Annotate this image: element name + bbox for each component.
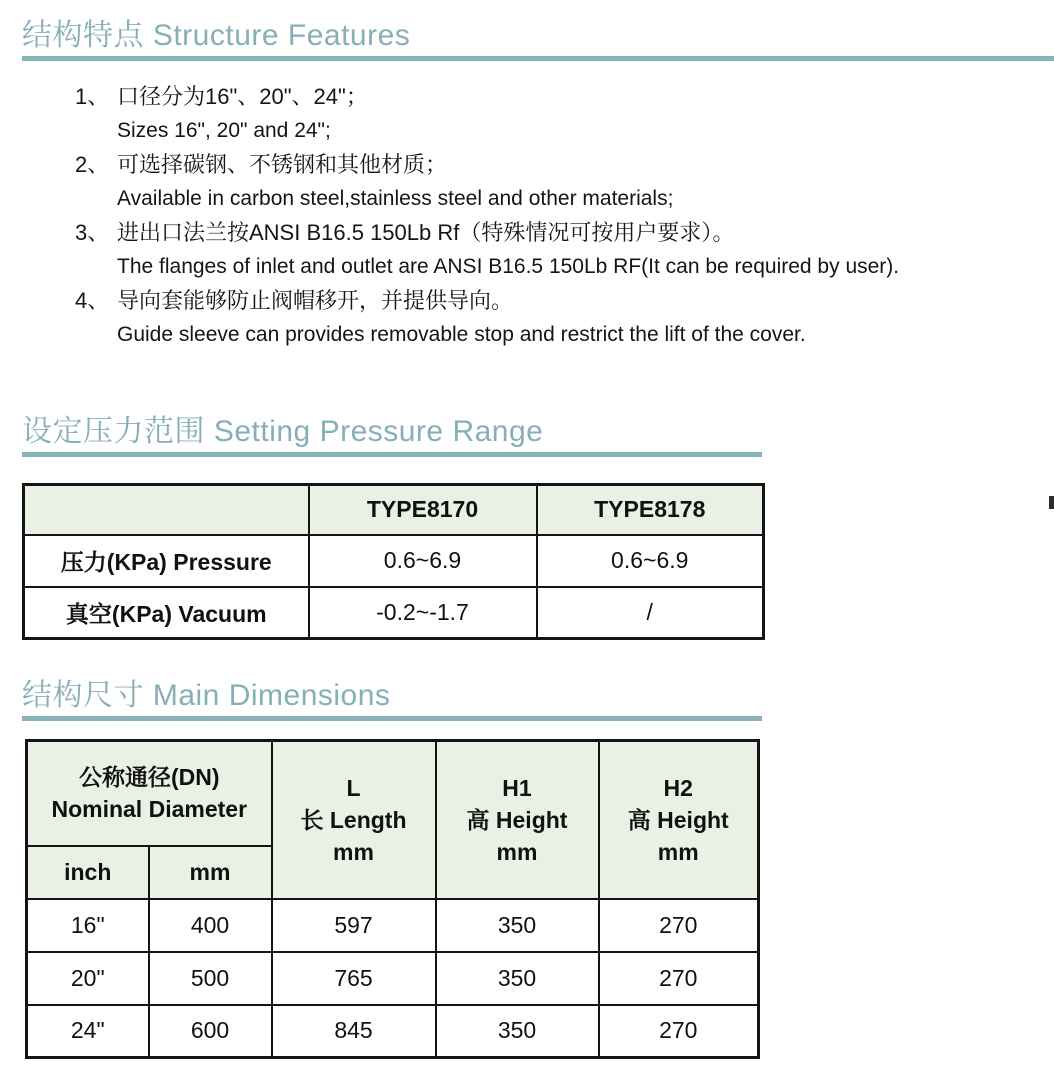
feature-text-zh: 可选择碳钢、不锈钢和其他材质； <box>117 152 448 177</box>
length-value: 597 <box>272 899 436 952</box>
mm-subheader-cell: mm <box>149 846 272 899</box>
dn-inch-value: 20" <box>27 952 149 1005</box>
section-title-setting-pressure-range: 设定压力范围 Setting Pressure Range <box>22 415 544 448</box>
feature-text <box>117 216 899 284</box>
pressure-header-empty-cell <box>24 485 309 535</box>
pressure-header-type8170: TYPE8170 <box>309 485 537 535</box>
section-title-structure-features: 结构特点 Structure Features <box>22 19 411 52</box>
feature-number: 4、 <box>75 288 110 313</box>
feature-text-zh: 进出口法兰按ANSI B16.5 150Lb Rf（特殊情况可按用户要求）。 <box>117 220 735 245</box>
feature-text-en: Available in carbon steel,stainless steel and other materials; <box>117 187 674 210</box>
dn-header-cell <box>27 741 272 846</box>
pressure-type8170-value: 0.6~6.9 <box>309 535 537 587</box>
section-title-main-dimensions: 结构尺寸 Main Dimensions <box>22 679 391 712</box>
height1-header-unit: mm <box>496 838 538 865</box>
dn-header-zh: 公称通径(DN) <box>78 764 220 791</box>
length-header-cell <box>272 741 436 899</box>
length-header-label: 长 Length <box>300 806 407 833</box>
vacuum-type8170-value: -0.2~-1.7 <box>309 587 537 639</box>
pressure-table-header-row <box>24 485 764 535</box>
table-row-vacuum <box>24 587 764 639</box>
height1-value: 350 <box>436 899 599 952</box>
title-underline-main-dimensions <box>22 716 762 721</box>
height2-value: 270 <box>599 1005 759 1058</box>
dimensions-header-row-1 <box>27 741 759 846</box>
inch-subheader-cell: inch <box>27 846 149 899</box>
dn-mm-value: 500 <box>149 952 272 1005</box>
height1-header-label: 高 Height <box>466 806 568 833</box>
height1-value: 350 <box>436 952 599 1005</box>
feature-text <box>117 284 806 352</box>
pressure-range-table <box>22 483 765 640</box>
feature-text-en: Guide sleeve can provides removable stop and restrict the lift of the cover. <box>117 323 806 346</box>
height1-value: 350 <box>436 1005 599 1058</box>
table-row-dn20 <box>27 952 759 1005</box>
feature-text-zh: 口径分为16"、20"、24"； <box>117 84 368 109</box>
feature-item-2 <box>75 148 899 216</box>
vacuum-type8178-value: / <box>537 587 764 639</box>
feature-list <box>75 80 899 352</box>
table-row-dn16 <box>27 899 759 952</box>
length-value: 765 <box>272 952 436 1005</box>
table-row-dn24 <box>27 1005 759 1058</box>
length-header-symbol: L <box>346 774 361 801</box>
main-dimensions-table <box>25 739 760 1059</box>
pressure-header-type8178: TYPE8178 <box>537 485 764 535</box>
height2-header-label: 高 Height <box>627 806 729 833</box>
feature-number: 1、 <box>75 84 110 109</box>
height2-header-symbol: H2 <box>663 774 693 801</box>
table-row-pressure <box>24 535 764 587</box>
height1-header-cell <box>436 741 599 899</box>
feature-text <box>117 80 368 148</box>
feature-number: 2、 <box>75 152 110 177</box>
feature-text <box>117 148 673 216</box>
height2-value: 270 <box>599 952 759 1005</box>
dn-inch-value: 24" <box>27 1005 149 1058</box>
feature-number: 3、 <box>75 220 110 245</box>
height2-value: 270 <box>599 899 759 952</box>
pressure-type8178-value: 0.6~6.9 <box>537 535 764 587</box>
height2-header-cell <box>599 741 759 899</box>
height2-header-unit: mm <box>657 838 699 865</box>
dn-mm-value: 400 <box>149 899 272 952</box>
length-value: 845 <box>272 1005 436 1058</box>
vacuum-row-label: 真空(KPa) Vacuum <box>24 587 309 639</box>
height1-header-symbol: H1 <box>502 774 532 801</box>
pressure-row-label: 压力(KPa) Pressure <box>24 535 309 587</box>
dn-mm-value: 600 <box>149 1005 272 1058</box>
feature-text-zh: 导向套能够防止阀帽移开，并提供导向。 <box>117 288 514 313</box>
feature-item-3 <box>75 216 899 284</box>
title-underline-setting-pressure-range <box>22 452 762 457</box>
feature-item-4 <box>75 284 899 352</box>
scan-edge-artifact <box>1049 496 1054 509</box>
feature-text-en: The flanges of inlet and outlet are ANSI B16.5 150Lb RF(It can be required by user). <box>117 255 900 278</box>
feature-item-1 <box>75 80 899 148</box>
dn-header-en: Nominal Diameter <box>51 796 248 823</box>
length-header-unit: mm <box>333 838 374 865</box>
title-underline-structure-features <box>22 56 1054 61</box>
feature-text-en: Sizes 16", 20" and 24"; <box>117 119 331 142</box>
dn-inch-value: 16" <box>27 899 149 952</box>
